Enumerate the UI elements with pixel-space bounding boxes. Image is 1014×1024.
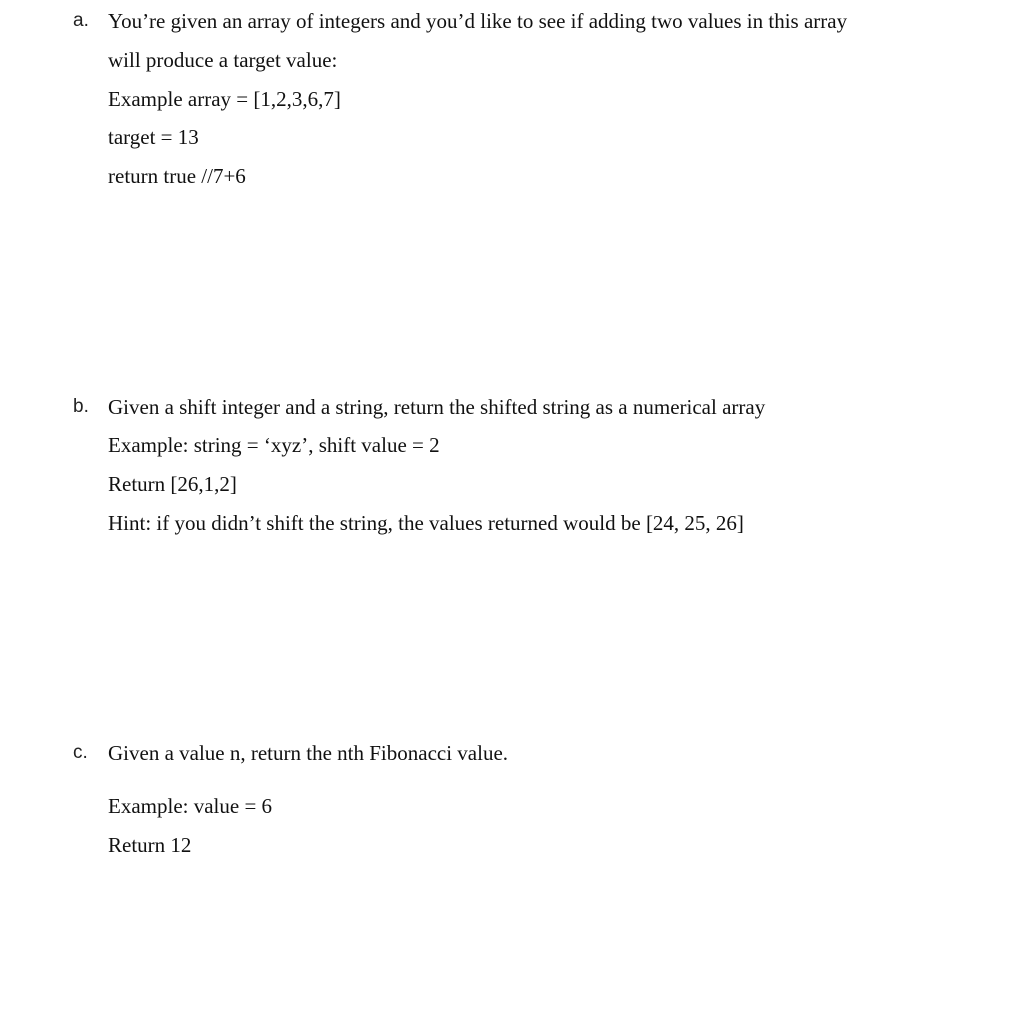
problem-a-target: target = 13: [108, 125, 199, 149]
problem-b-hint: Hint: if you didn’t shift the string, the values returned would be [24, 25, 26]: [108, 511, 744, 535]
problem-c-marker: c.: [73, 742, 88, 763]
problem-a-line-2: will produce a target value:: [108, 48, 338, 72]
problem-b-marker: b.: [73, 396, 89, 417]
problem-c-example: Example: value = 6: [108, 794, 273, 818]
problem-b-example: Example: string = ‘xyz’, shift value = 2: [108, 433, 440, 457]
problem-a-example-array: Example array = [1,2,3,6,7]: [108, 87, 341, 111]
problem-b-line-1: Given a shift integer and a string, return the shifted string as a numerical array: [108, 395, 766, 419]
problem-a-marker: a.: [73, 10, 89, 31]
problem-c-line-1: Given a value n, return the nth Fibonacci value.: [108, 741, 509, 765]
problem-a-line-1: You’re given an array of integers and you’d like to see if adding two values in this array: [108, 9, 848, 33]
problem-b-return: Return [26,1,2]: [108, 472, 237, 496]
problem-a-return: return true //7+6: [108, 164, 246, 188]
problem-c-return: Return 12: [108, 833, 192, 857]
